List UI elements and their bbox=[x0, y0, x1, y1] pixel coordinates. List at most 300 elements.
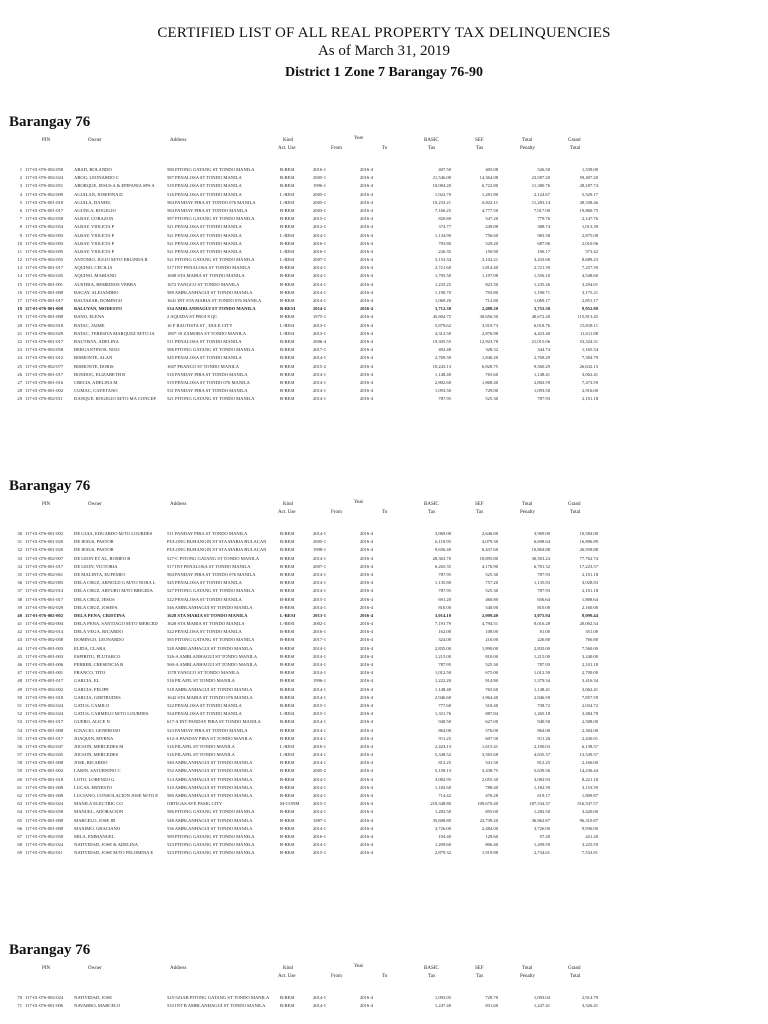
penalty-cell: 787.93 bbox=[537, 588, 550, 594]
year-from-cell: 2014-1 bbox=[313, 273, 327, 279]
sef-tax-cell: 249.88 bbox=[485, 224, 498, 230]
sef-tax-cell: 728.70 bbox=[485, 995, 498, 1000]
row-number: 27 bbox=[17, 379, 22, 385]
penalty-cell: 2,124.67 bbox=[533, 191, 550, 197]
owner-cell: ABOG, LEONARDO C bbox=[74, 175, 119, 181]
col-sef-header: SEF bbox=[475, 138, 484, 143]
year-to-cell: 2016-4 bbox=[360, 580, 374, 586]
sef-tax-cell: 3,565.68 bbox=[481, 752, 498, 758]
pin-cell: 117-01-076-001-003 bbox=[25, 653, 64, 659]
pin-cell: 117-01-076-002-024 bbox=[25, 702, 64, 708]
section-title: Barangay 76 bbox=[9, 114, 91, 130]
sef-tax-cell: 814.80 bbox=[485, 678, 498, 684]
grand-total-cell: 26,632.13 bbox=[579, 363, 598, 369]
year-from-cell: 2014-1 bbox=[313, 809, 327, 815]
col-penalty-header: Penalty bbox=[520, 510, 535, 515]
year-to-cell: 2016-4 bbox=[360, 555, 374, 561]
col-act-use-header: Act. Use bbox=[278, 510, 296, 515]
owner-cell: ALBAY, VIOLETA P bbox=[74, 248, 115, 254]
grand-total-cell: 2,160.00 bbox=[581, 604, 598, 610]
kind-cell: B-RESI bbox=[280, 727, 295, 733]
year-from-cell: 2016-1 bbox=[313, 167, 327, 172]
owner-cell: DELA CRUZ, JESUS bbox=[74, 596, 115, 602]
owner-cell: NATIVIDAD, JOSE bbox=[74, 995, 113, 1000]
grand-total-cell: 2,851.17 bbox=[581, 298, 598, 303]
table-row bbox=[0, 555, 768, 563]
grand-total-cell: 2,430.01 bbox=[581, 735, 598, 741]
owner-cell: ALBAY, CORAZON bbox=[74, 216, 114, 222]
address-cell: 1628 STA MARIA ST TONDO MANILA bbox=[167, 621, 245, 627]
penalty-cell: 1,379.34 bbox=[533, 678, 550, 684]
penalty-cell: 787.93 bbox=[537, 396, 550, 402]
table-row bbox=[0, 825, 768, 833]
kind-cell: M-CONM bbox=[280, 801, 300, 807]
year-from-cell: 2015-1 bbox=[313, 711, 327, 717]
col-from-header: From bbox=[331, 146, 342, 151]
pin-cell: 117-01-076-001-017 bbox=[25, 207, 64, 213]
table-row bbox=[0, 686, 768, 694]
col-grand-header: Grand bbox=[568, 502, 581, 507]
year-from-cell: 2014-1 bbox=[313, 686, 327, 692]
kind-cell: B-RESI bbox=[280, 629, 295, 635]
barangay-section-1 bbox=[0, 108, 768, 403]
kind-cell: L-RESI bbox=[280, 322, 295, 328]
table-row bbox=[0, 833, 768, 841]
pin-cell: 117-01-076-002-002 bbox=[25, 612, 64, 618]
year-from-cell: 2014-1 bbox=[313, 580, 327, 586]
year-from-cell: 1996-1 bbox=[313, 678, 327, 684]
year-from-cell: 2014-1 bbox=[313, 842, 327, 848]
row-number: 57 bbox=[17, 752, 22, 758]
penalty-cell: 1,190.71 bbox=[533, 289, 550, 295]
basic-tax-cell: 6,265.35 bbox=[434, 563, 451, 569]
row-number: 56 bbox=[17, 743, 22, 749]
grand-total-cell: 3,420.00 bbox=[581, 809, 598, 815]
address-cell: 1672 YANGCO ST TONDO MANILA bbox=[167, 281, 240, 287]
owner-cell: NATIVIDAD, JOSE & ADELINA bbox=[74, 842, 139, 848]
year-to-cell: 2016-4 bbox=[360, 612, 374, 618]
year-from-cell: 2002-1 bbox=[313, 621, 327, 627]
grand-total-cell: 516,547.57 bbox=[577, 801, 598, 807]
row-number: 49 bbox=[17, 686, 22, 692]
row-number: 46 bbox=[17, 662, 22, 667]
year-to-cell: 2016-4 bbox=[360, 850, 374, 856]
table-row bbox=[0, 207, 768, 215]
kind-cell: B-RESI bbox=[280, 547, 295, 553]
grand-total-cell: 3,175.21 bbox=[581, 289, 598, 295]
penalty-cell: 36,962.87 bbox=[531, 817, 550, 823]
owner-cell: DANQUE, ROGELIO M/TO MA CONCEP bbox=[74, 396, 156, 402]
penalty-cell: 2,835.00 bbox=[533, 645, 550, 651]
year-from-cell: 2013-1 bbox=[313, 612, 327, 618]
pin-cell: 117-01-076-001-018 bbox=[25, 694, 64, 700]
col-address-header: Address bbox=[170, 502, 187, 507]
kind-cell: B-RESI bbox=[280, 216, 295, 222]
year-from-cell: 2007-1 bbox=[313, 563, 327, 569]
address-cell: 521 PENALOSA ST TONDO MANILA bbox=[167, 240, 242, 246]
year-from-cell: 2014-1 bbox=[313, 281, 327, 287]
year-to-cell: 2016-4 bbox=[360, 727, 374, 733]
address-cell: 589 PITONG GATANG ST TONDO MANILA bbox=[167, 833, 255, 839]
table-row bbox=[0, 994, 768, 1002]
year-to-cell: 2016-4 bbox=[360, 711, 374, 717]
kind-cell: B-RESI bbox=[280, 396, 295, 402]
sef-tax-cell: 525.30 bbox=[485, 588, 498, 594]
address-cell: 523 PANDAY PIRA ST TONDO MANILA bbox=[167, 727, 248, 733]
sef-tax-cell: 855.00 bbox=[485, 809, 498, 815]
address-cell: 516 PILAPIL ST TONDO MANILA bbox=[167, 678, 235, 684]
kind-cell: B-RESI bbox=[280, 371, 295, 377]
year-to-cell: 2016-4 bbox=[360, 531, 374, 536]
row-number: 38 bbox=[17, 596, 22, 602]
owner-cell: AUSTRIA, REMEDIOS VERBA bbox=[74, 281, 137, 287]
year-to-cell: 2016-4 bbox=[360, 191, 374, 197]
grand-total-cell: 53,324.31 bbox=[579, 338, 598, 344]
owner-cell: LUCAS, ERNESTO bbox=[74, 784, 112, 790]
grand-total-cell: 4,548.60 bbox=[581, 273, 598, 279]
grand-total-cell: 3,062.41 bbox=[581, 686, 598, 692]
penalty-cell: 23,587.20 bbox=[531, 175, 550, 181]
year-from-cell: 2015-1 bbox=[313, 596, 327, 602]
penalty-cell: 2,802.59 bbox=[533, 379, 550, 385]
basic-tax-cell: 812.25 bbox=[438, 760, 451, 766]
basic-tax-cell: 714.42 bbox=[438, 793, 451, 798]
table-row bbox=[0, 563, 768, 571]
address-cell: 587 PENALOSA ST TONDO MANILA bbox=[167, 175, 242, 181]
basic-tax-cell: 407.50 bbox=[438, 167, 451, 172]
year-to-cell: 2016-4 bbox=[360, 306, 374, 312]
row-number: 37 bbox=[17, 588, 22, 594]
sef-tax-cell: 12,923.78 bbox=[479, 338, 498, 344]
owner-cell: MANUEL, ADORACION bbox=[74, 809, 124, 815]
sef-tax-cell: 3,919.73 bbox=[481, 322, 498, 328]
address-cell: 552 AMBLANHAGUI ST TONDO MANILA bbox=[167, 768, 253, 774]
section-title: Barangay 76 bbox=[9, 942, 91, 958]
kind-cell: B-RESI bbox=[280, 531, 295, 536]
owner-cell: BATAC, TERESITA MARQUEZ M/TO JA bbox=[74, 330, 155, 336]
col-to-header: To bbox=[382, 974, 388, 979]
sef-tax-cell: 2,488.20 bbox=[481, 306, 498, 312]
address-cell: 580 PITONG GATANG ST TONDO MANILA bbox=[167, 167, 255, 172]
row-number: 71 bbox=[17, 1003, 22, 1009]
kind-cell: B-RESI bbox=[280, 555, 295, 561]
col-kind-header: Kind bbox=[283, 502, 293, 507]
kind-cell: B-RESI bbox=[280, 207, 295, 213]
year-to-cell: 2016-4 bbox=[360, 842, 374, 848]
year-from-cell: 2014-1 bbox=[313, 670, 327, 676]
row-number: 54 bbox=[17, 727, 22, 733]
row-number: 8 bbox=[19, 224, 22, 230]
barangay-section-3 bbox=[0, 936, 768, 1010]
basic-tax-cell: 226.35 bbox=[438, 248, 451, 254]
owner-cell: ALBAY, VIOLETA P bbox=[74, 240, 115, 246]
grand-total-cell: 28,187.74 bbox=[579, 183, 598, 189]
year-from-cell: 2015-1 bbox=[313, 801, 327, 807]
basic-tax-cell: 1,215.00 bbox=[434, 653, 451, 659]
table-row bbox=[0, 669, 768, 677]
pin-cell: 117-01-076-002-093 bbox=[25, 240, 64, 246]
pin-cell: 117-01-076-001-012 bbox=[25, 355, 64, 361]
penalty-cell: 10,864.88 bbox=[531, 547, 550, 553]
grand-total-cell: 3,240.00 bbox=[581, 653, 598, 659]
pin-cell: 117-01-076-002-093 bbox=[25, 232, 64, 238]
year-to-cell: 2016-4 bbox=[360, 719, 374, 725]
pin-cell: 117-01-076-002-024 bbox=[25, 711, 64, 717]
row-number: 26 bbox=[17, 371, 22, 377]
address-cell: 514 AMBLANHAGUI ST TONDO MANILA bbox=[167, 776, 253, 782]
grand-total-cell: 2,700.00 bbox=[581, 670, 598, 676]
address-cell: 586 PITONG GATANG ST TONDO MANILA bbox=[167, 347, 255, 353]
row-number: 10 bbox=[17, 240, 22, 246]
year-from-cell: 2014-1 bbox=[313, 752, 327, 758]
basic-tax-cell: 1,148.40 bbox=[434, 371, 451, 377]
grand-total-cell: 2,914.79 bbox=[581, 995, 598, 1000]
owner-cell: GATUS, CARMELO M/TO LOURDES bbox=[74, 711, 149, 717]
row-number: 33 bbox=[17, 555, 22, 561]
pin-cell: 117-01-076-001-008 bbox=[25, 793, 64, 798]
year-from-cell: 2005-1 bbox=[313, 175, 327, 181]
penalty-cell: 3,726.00 bbox=[533, 825, 550, 831]
year-from-cell: 2016-1 bbox=[313, 248, 327, 254]
address-cell: 519 PENALOSA ST TONDO 076 MANILA bbox=[167, 379, 250, 385]
kind-cell: B-RESI bbox=[280, 224, 295, 230]
penalty-cell: 2,769.29 bbox=[533, 355, 550, 361]
pin-cell: 117-01-076-001-017 bbox=[25, 596, 64, 602]
year-to-cell: 2016-4 bbox=[360, 817, 374, 823]
pin-cell: 117-01-076-002-018 bbox=[25, 322, 64, 328]
year-to-cell: 2016-4 bbox=[360, 784, 374, 790]
sef-tax-cell: 1,814.40 bbox=[481, 265, 498, 271]
penalty-cell: 1,093.04 bbox=[533, 995, 550, 1000]
kind-cell: B-RESI bbox=[280, 604, 295, 610]
sef-tax-cell: 518.40 bbox=[485, 702, 498, 708]
owner-cell: CRECIS, ADELINA M bbox=[74, 379, 118, 385]
col-total-header: Total bbox=[522, 502, 533, 507]
year-to-cell: 2016-4 bbox=[360, 588, 374, 594]
pin-cell: 117-01-076-002-014 bbox=[25, 629, 64, 635]
year-from-cell: 1996-1 bbox=[313, 183, 327, 189]
owner-cell: GATUS, CAMILO bbox=[74, 702, 110, 708]
row-number: 41 bbox=[17, 621, 22, 627]
sef-tax-cell: 3,438.75 bbox=[481, 768, 498, 774]
owner-cell: AQUINO, CECILIA bbox=[74, 265, 113, 271]
year-from-cell: 2014-1 bbox=[313, 735, 327, 741]
kind-cell: B-RESI bbox=[280, 298, 295, 303]
grand-total-cell: 20,002.54 bbox=[579, 621, 598, 627]
pin-cell: 117-01-076-001-008 bbox=[25, 727, 64, 733]
row-number: 69 bbox=[17, 850, 22, 856]
sef-tax-cell: 1,890.00 bbox=[481, 645, 498, 651]
year-to-cell: 2016-4 bbox=[360, 702, 374, 708]
address-cell: 534 AMBLANHAGUI ST TONDO MANILA bbox=[167, 306, 256, 312]
basic-tax-cell: 1,012.50 bbox=[434, 670, 451, 676]
grand-total-cell: 1,339.00 bbox=[581, 167, 598, 172]
table-row bbox=[0, 620, 768, 628]
pin-cell: 117-01-076-002-029 bbox=[25, 330, 64, 336]
grand-total-cell: 1,808.64 bbox=[581, 596, 598, 602]
year-from-cell: 2014-1 bbox=[313, 662, 327, 667]
address-cell: 585 PITONG GATANG ST TONDO MANILA bbox=[167, 637, 255, 643]
table-row bbox=[0, 817, 768, 825]
pin-cell: 117-01-076-002-024 bbox=[25, 801, 64, 807]
grand-total-cell: 96,310.87 bbox=[579, 817, 598, 823]
year-to-cell: 2016-4 bbox=[360, 637, 374, 643]
sef-tax-cell: 4,176.90 bbox=[481, 563, 498, 569]
table-row bbox=[0, 759, 768, 767]
pin-cell: 117-01-076-002-058 bbox=[25, 216, 64, 222]
penalty-cell: 787.93 bbox=[537, 571, 550, 577]
table-row bbox=[0, 354, 768, 362]
basic-tax-cell: 19,305.55 bbox=[432, 338, 451, 344]
col-pin-header: PIN bbox=[42, 502, 51, 507]
sef-tax-cell: 30,656.50 bbox=[479, 314, 498, 320]
col-total-header: Total bbox=[522, 138, 533, 143]
sef-tax-cell: 2,484.00 bbox=[481, 825, 498, 831]
table-row bbox=[0, 645, 768, 653]
pin-cell: 117-01-076-001-008 bbox=[25, 784, 64, 790]
grand-total-cell: 2,166.00 bbox=[581, 760, 598, 766]
kind-cell: L-RESI bbox=[280, 621, 295, 627]
owner-cell: BATAC, JAIME bbox=[74, 322, 105, 328]
address-cell: 522 PENALOSA ST TONDO MANILA bbox=[167, 702, 242, 708]
year-to-cell: 2016-4 bbox=[360, 281, 374, 287]
kind-cell: B-RESI bbox=[280, 678, 295, 684]
basic-tax-cell: 1,093.50 bbox=[434, 388, 451, 394]
pin-cell: 117-01-076-002-077 bbox=[25, 363, 64, 369]
kind-cell: B-RESI bbox=[280, 281, 295, 287]
address-cell: 523 PITONG GATANG ST TONDO MANILA bbox=[167, 842, 255, 848]
pin-cell: 117-01-076-002-011 bbox=[25, 396, 63, 402]
owner-cell: NAVARRO, MARCELO bbox=[74, 1003, 121, 1009]
kind-cell: B-RESI bbox=[280, 167, 295, 172]
row-number: 65 bbox=[17, 817, 22, 823]
penalty-cell: 2,721.59 bbox=[533, 265, 550, 271]
basic-tax-cell: 10,233.21 bbox=[432, 199, 451, 205]
table-row bbox=[0, 710, 768, 718]
row-number: 23 bbox=[17, 347, 22, 353]
penalty-cell: 21,015.06 bbox=[531, 338, 550, 344]
col-grand-total-header: Total bbox=[570, 974, 581, 979]
pin-cell: 117-01-076-001-017 bbox=[25, 265, 64, 271]
grand-total-cell: 1,013.39 bbox=[581, 224, 598, 230]
year-to-cell: 2016-4 bbox=[360, 330, 374, 336]
table-row bbox=[0, 530, 768, 538]
grand-total-cell: 3,153.59 bbox=[581, 784, 598, 790]
sef-tax-cell: 729.00 bbox=[485, 388, 498, 394]
address-cell: 1641 INT STA MARIA ST TONDO 076 MANILA bbox=[167, 298, 262, 303]
col-year-header: Year bbox=[354, 500, 364, 505]
table-row bbox=[0, 661, 768, 669]
col-penalty-header: Penalty bbox=[520, 974, 535, 979]
address-cell: 1578 YANGCO ST TONDO MANILA bbox=[167, 670, 240, 676]
year-from-cell: 2014-1 bbox=[313, 306, 327, 312]
penalty-cell: 687.96 bbox=[537, 240, 550, 246]
table-row bbox=[0, 604, 768, 612]
row-number: 25 bbox=[17, 363, 22, 369]
penalty-cell: 1,556.10 bbox=[533, 273, 550, 279]
address-cell: 1628 STA MARIA ST TONDO MANILA bbox=[167, 612, 248, 618]
grand-total-cell: 59,497.20 bbox=[579, 175, 598, 181]
address-cell: 1608 STA MARIA ST TONDO MANILA bbox=[167, 273, 245, 279]
pin-cell: 117-01-076-001-008 bbox=[25, 817, 64, 823]
sef-tax-cell: 540.00 bbox=[485, 604, 498, 610]
kind-cell: B-RESI bbox=[280, 289, 295, 295]
address-cell: 584 PANDAY PIRA ST TONDO 076 MANILA bbox=[167, 571, 256, 577]
basic-tax-cell: 793.80 bbox=[438, 240, 451, 246]
col-sef-tax-header: Tax bbox=[476, 510, 484, 515]
basic-tax-cell: 940.50 bbox=[438, 719, 451, 725]
basic-tax-cell: 1,182.60 bbox=[434, 784, 451, 790]
pin-cell: 117-01-076-001-008 bbox=[25, 306, 64, 312]
basic-tax-cell: 3,082.95 bbox=[434, 776, 451, 782]
pin-cell: 117-01-076-002-058 bbox=[25, 347, 64, 353]
kind-cell: L-RESI bbox=[280, 330, 295, 336]
basic-tax-cell: 911.25 bbox=[438, 735, 451, 741]
table-row bbox=[0, 751, 768, 759]
grand-total-cell: 2,101.18 bbox=[581, 396, 598, 402]
penalty-cell: 4,423.40 bbox=[533, 330, 550, 336]
year-to-cell: 2016-4 bbox=[360, 752, 374, 758]
year-from-cell: 2003-1 bbox=[313, 207, 327, 213]
col-penalty-header: Penalty bbox=[520, 146, 535, 151]
year-from-cell: 2015-2 bbox=[313, 363, 327, 369]
row-number: 34 bbox=[17, 563, 22, 569]
year-from-cell: 2016-1 bbox=[313, 240, 327, 246]
address-cell: 584 PANDAY PIRA ST TONDO MANILA bbox=[167, 207, 248, 213]
grand-total-cell: 15,818.11 bbox=[579, 322, 598, 328]
year-to-cell: 2016-4 bbox=[360, 199, 374, 205]
owner-cell: JOSE, RICARDO bbox=[74, 760, 108, 766]
owner-cell: BAUTISTA, ADELINA bbox=[74, 338, 119, 344]
sef-tax-cell: 831.60 bbox=[485, 1003, 498, 1009]
year-to-cell: 2016-4 bbox=[360, 645, 374, 651]
penalty-cell: 940.50 bbox=[537, 719, 550, 725]
pin-cell: 117-01-076-002-045 bbox=[25, 273, 64, 279]
year-to-cell: 2016-4 bbox=[360, 338, 374, 344]
kind-cell: L-RESI bbox=[280, 711, 295, 717]
penalty-cell: 1,282.50 bbox=[533, 809, 550, 815]
row-number: 19 bbox=[17, 314, 22, 320]
owner-cell: GARCIA, FELIPE bbox=[74, 686, 109, 692]
sef-tax-cell: 525.30 bbox=[485, 396, 498, 402]
sef-tax-cell: 2,876.98 bbox=[481, 330, 498, 336]
kind-cell: B-RESI bbox=[280, 363, 295, 369]
address-cell: 612-A PANDAY PIRA ST TONDO MANILA bbox=[167, 735, 253, 741]
kind-cell: B-RESI bbox=[280, 596, 295, 602]
kind-cell: B-RESI bbox=[280, 175, 295, 181]
basic-tax-cell: 787.95 bbox=[438, 588, 451, 594]
kind-cell: B-RESI bbox=[280, 670, 295, 676]
year-to-cell: 2016-4 bbox=[360, 224, 374, 230]
penalty-cell: 11,283.14 bbox=[531, 199, 550, 205]
basic-tax-cell: 820.80 bbox=[438, 216, 451, 222]
basic-tax-cell: 1,222.20 bbox=[434, 678, 451, 684]
pin-cell: 117-01-076-001-017 bbox=[25, 735, 64, 741]
barangay-section-2 bbox=[0, 472, 768, 858]
table-row bbox=[0, 338, 768, 346]
document-header bbox=[0, 0, 768, 83]
grand-total-cell: 421.20 bbox=[585, 833, 598, 839]
row-number: 51 bbox=[17, 702, 22, 708]
sef-tax-cell: 793.80 bbox=[485, 289, 498, 295]
year-to-cell: 2016-4 bbox=[360, 760, 374, 766]
basic-tax-cell: 2,802.60 bbox=[434, 379, 451, 385]
table-row bbox=[0, 174, 768, 182]
kind-cell: B-RESI bbox=[280, 809, 295, 815]
owner-cell: AQUINO, MARIANO bbox=[74, 273, 117, 279]
year-from-cell: 2014-1 bbox=[313, 371, 327, 377]
penalty-cell: 3,752.30 bbox=[533, 306, 550, 312]
